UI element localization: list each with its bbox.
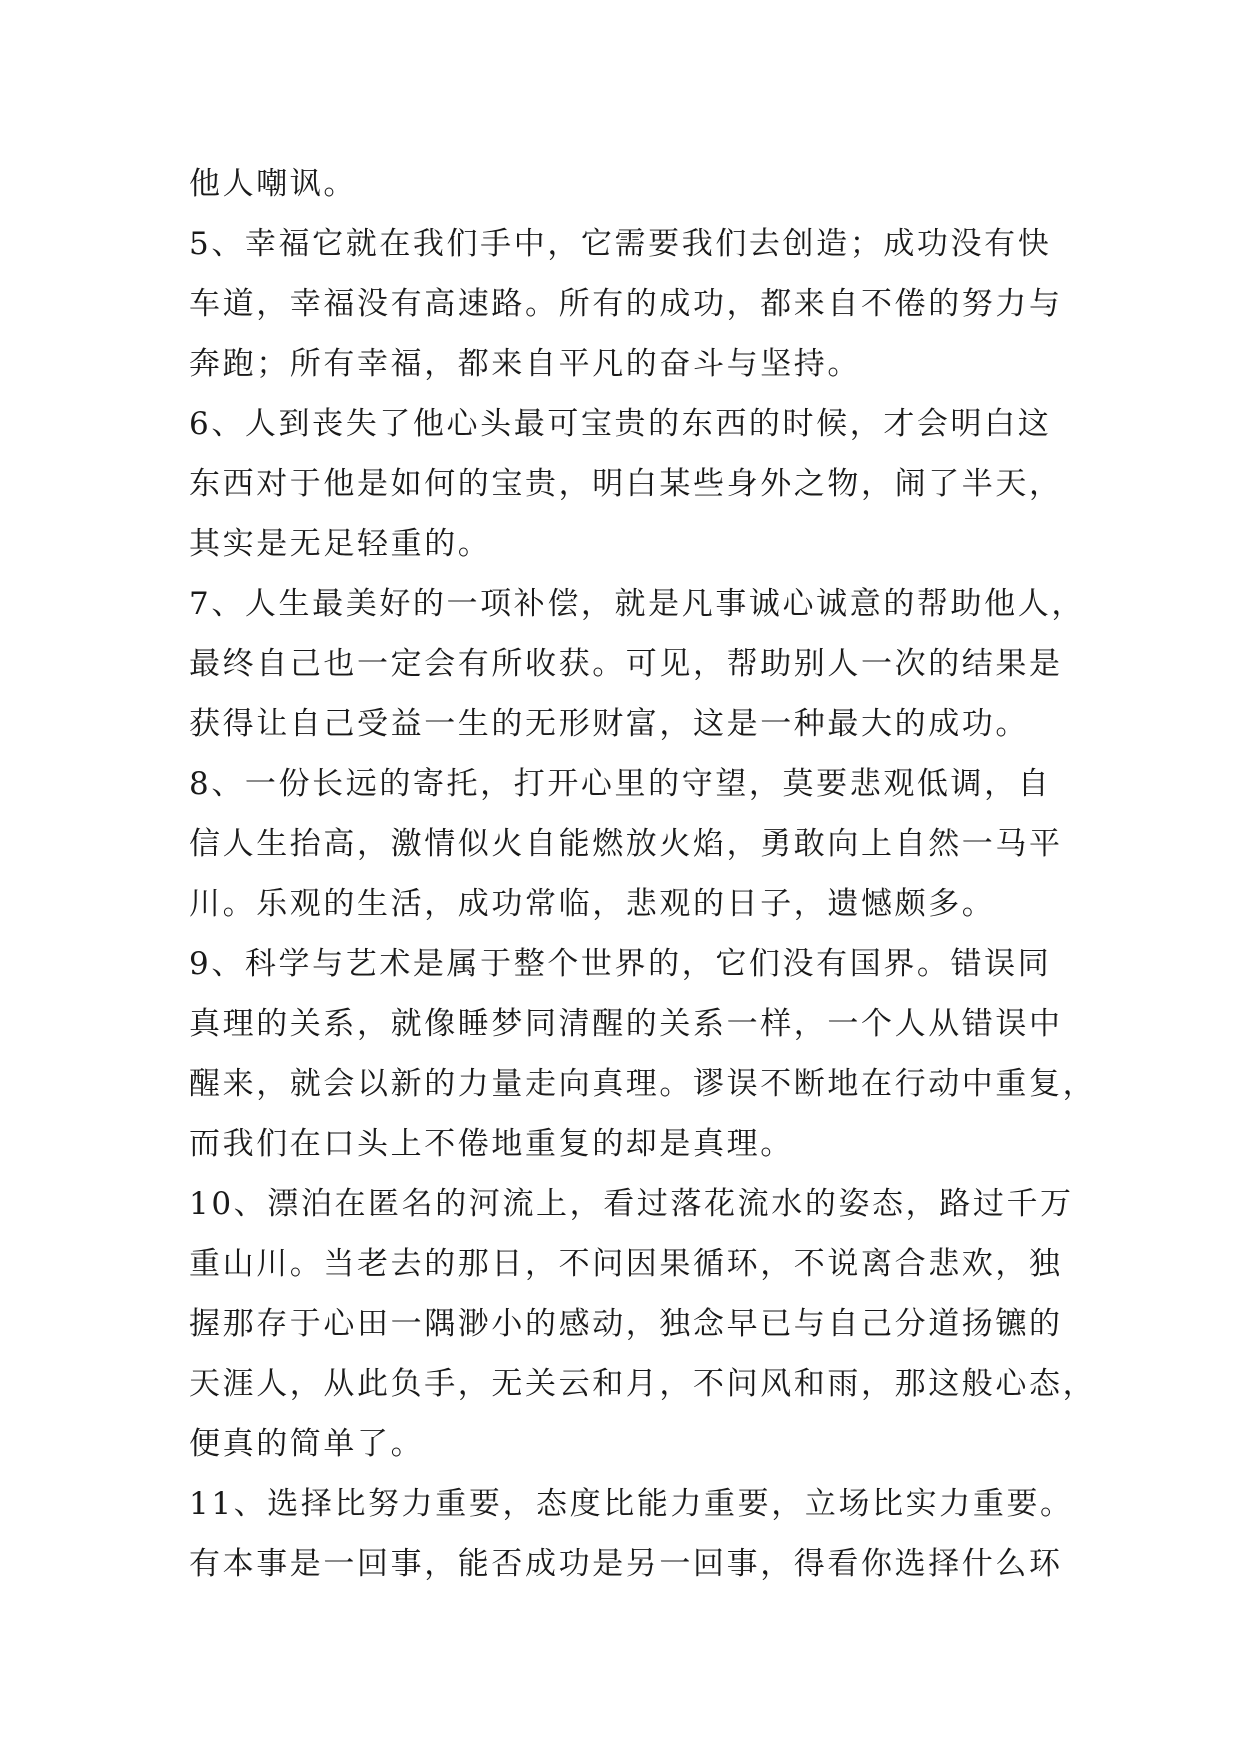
text-line: 获得让自己受益一生的无形财富，这是一种最大的成功。 [189, 706, 1029, 742]
text-line: 11、选择比努力重要，态度比能力重要，立场比实力重要。 [189, 1486, 1074, 1522]
text-line: 东西对于他是如何的宝贵，明白某些身外之物，闹了半天， [189, 466, 1063, 502]
text-line: 最终自己也一定会有所收获。可见，帮助别人一次的结果是 [189, 646, 1063, 682]
text-line: 5、幸福它就在我们手中，它需要我们去创造；成功没有快 [189, 226, 1052, 262]
text-line: 车道，幸福没有高速路。所有的成功，都来自不倦的努力与 [189, 286, 1063, 322]
text-line: 奔跑；所有幸福，都来自平凡的奋斗与坚持。 [189, 346, 861, 382]
text-line: 其实是无足轻重的。 [189, 526, 492, 562]
text-line: 7、人生最美好的一项补偿，就是凡事诚心诚意的帮助他人， [189, 586, 1085, 622]
text-line: 便真的简单了。 [189, 1426, 425, 1462]
text-line: 而我们在口头上不倦地重复的却是真理。 [189, 1126, 794, 1162]
text-line: 川。乐观的生活，成功常临，悲观的日子，遗憾颇多。 [189, 886, 996, 922]
text-line: 他人嘲讽。 [189, 166, 357, 202]
text-line: 8、一份长远的寄托，打开心里的守望，莫要悲观低调，自 [189, 766, 1052, 802]
text-line: 6、人到丧失了他心头最可宝贵的东西的时候，才会明白这 [189, 406, 1052, 442]
text-line: 握那存于心田一隅渺小的感动，独念早已与自己分道扬镳的 [189, 1306, 1063, 1342]
document-body [189, 154, 1097, 1594]
text-line: 醒来，就会以新的力量走向真理。谬误不断地在行动中重复， [189, 1066, 1097, 1102]
text-line: 9、科学与艺术是属于整个世界的，它们没有国界。错误同 [189, 946, 1052, 982]
text-line: 10、漂泊在匿名的河流上，看过落花流水的姿态，路过千万 [189, 1186, 1074, 1222]
text-line: 重山川。当老去的那日，不问因果循环，不说离合悲欢，独 [189, 1246, 1063, 1282]
text-line: 信人生抬高，激情似火自能燃放火焰，勇敢向上自然一马平 [189, 826, 1063, 862]
text-line: 真理的关系，就像睡梦同清醒的关系一样，一个人从错误中 [189, 1006, 1063, 1042]
text-line: 有本事是一回事，能否成功是另一回事，得看你选择什么环 [189, 1546, 1063, 1582]
text-line: 天涯人，从此负手，无关云和月，不问风和雨，那这般心态， [189, 1366, 1097, 1402]
